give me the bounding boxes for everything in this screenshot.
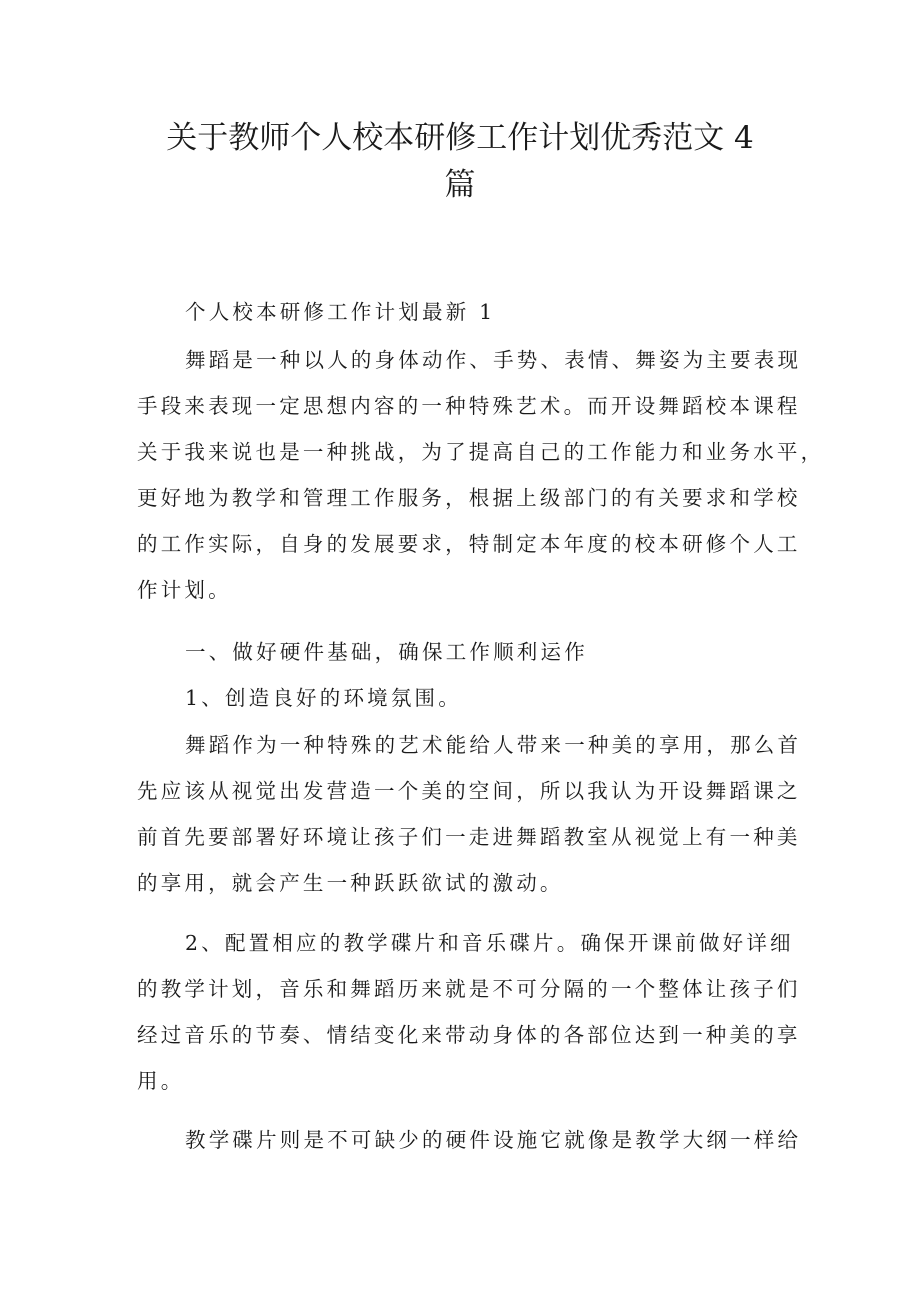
paragraph-line: 经过音乐的节奏、情结变化来带动身体的各部位达到一种美的享 — [137, 1023, 801, 1047]
item-1-text: 1、创造良好的环境氛围。 — [185, 686, 462, 710]
paragraph-line: 关于我来说也是一种挑战，为了提高自己的工作能力和业务水平， — [137, 440, 825, 464]
paragraph-line: 先应该从视觉出发营造一个美的空间，所以我认为开设舞蹈课之 — [137, 779, 801, 803]
item-1 — [137, 675, 797, 721]
paragraph-line: 前首先要部署好环境让孩子们一走进舞蹈教室从视觉上有一种美 — [137, 825, 801, 849]
paragraph-4 — [137, 1117, 802, 1163]
paragraph-line: 的教学计划，音乐和舞蹈历来就是不可分隔的一个整体让孩子们 — [137, 977, 801, 1001]
paragraph-line: 2、配置相应的教学碟片和音乐碟片。确保开课前做好详细 — [185, 931, 794, 955]
paragraph-line: 手段来表现一定思想内容的一种特殊艺术。而开设舞蹈校本课程 — [137, 394, 801, 418]
paragraph-line: 舞蹈作为一种特殊的艺术能给人带来一种美的享用，那么首 — [185, 733, 802, 757]
heading-1 — [137, 629, 797, 675]
section-heading-text: 个人校本研修工作计划最新 1 — [185, 300, 496, 324]
section-heading — [137, 289, 797, 335]
paragraph-line: 更好地为教学和管理工作服务，根据上级部门的有关要求和学校 — [137, 486, 801, 510]
paragraph-line: 舞蹈是一种以人的身体动作、手势、表情、舞姿为主要表现 — [185, 348, 802, 372]
paragraph-line: 的享用，就会产生一种跃跃欲试的激动。 — [137, 871, 564, 895]
paragraph-line: 教学碟片则是不可缺少的硬件设施它就像是教学大纲一样给 — [185, 1128, 802, 1152]
heading-1-text: 一、做好硬件基础，确保工作顺利运作 — [185, 640, 588, 664]
paragraph-3 — [137, 920, 801, 1104]
document-title-line-2: 篇 — [444, 167, 476, 203]
paragraph-line: 用。 — [137, 1069, 185, 1093]
paragraph-line: 的工作实际，自身的发展要求，特制定本年度的校本研修个人工 — [137, 532, 801, 556]
document-title-line-1: 关于教师个人校本研修工作计划优秀范文 4 — [166, 120, 754, 156]
paragraph-line: 作计划。 — [137, 578, 232, 602]
paragraph-2 — [137, 722, 802, 906]
paragraph-1 — [137, 337, 825, 613]
